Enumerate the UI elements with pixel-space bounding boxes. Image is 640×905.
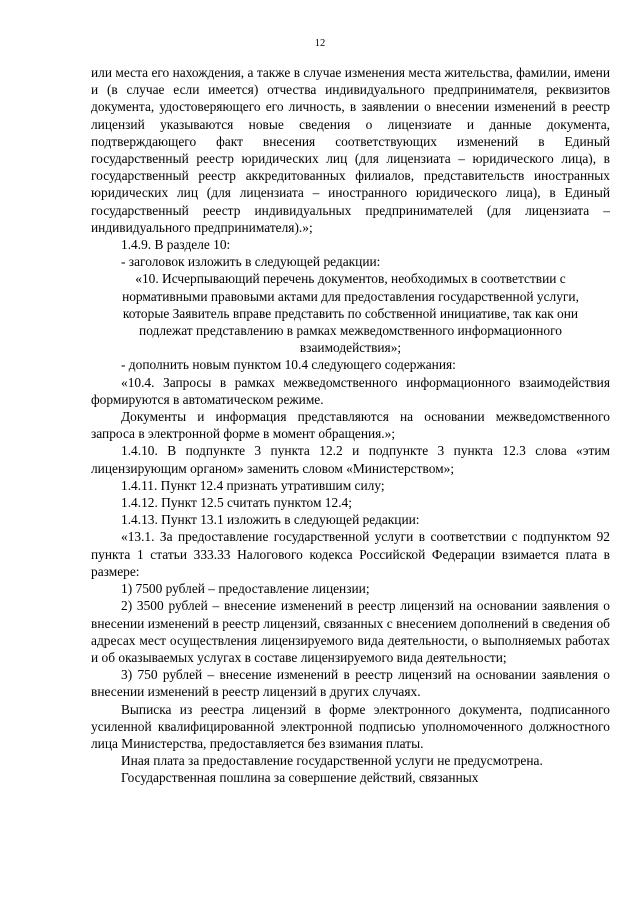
paragraph-add-10-4: - дополнить новым пунктом 10.4 следующего содержания: — [121, 357, 456, 373]
paragraph-registry-extract: Выписка из реестра лицензий в форме электронного документа, подписанного усиленной квалифицированной электронной подписью уполномоченного должностного лица Министерства, предоставляется без взимания платы. — [91, 701, 610, 751]
paragraph-1-4-10: 1.4.10. В подпункте 3 пункта 12.2 и подпункте 3 пункта 12.3 слова «этим лицензирующим органом» заменить словом «Министерством»; — [91, 443, 610, 476]
paragraph-license-changes: или места его нахождения, а также в случае изменения места жительства, фамилии, имени и (в случае если имеется) отчества индивидуального предпринимателя, реквизитов документа, удостоверяющего его личность, в заявлении о внесении изменений в реестр лицензий указываются новые сведения о лицензиате и данные документа, подтверждающего факт внесения соответствующих изменений в Единый государственный реестр юридических лиц (для лицензиата – юридического лица), в государственный реестр аккредитованных филиалов, представительств иностранных юридических лиц (для лицензиата – иностранного юридического лица), в Единый государственный реестр индивидуальных предпринимателей (для лицензиата – индивидуального предпринимателя).»; — [91, 65, 610, 235]
page-number: 12 — [314, 38, 326, 49]
paragraph-heading-instruction: - заголовок изложить в следующей редакции: — [121, 254, 381, 270]
list-item-fee-2: 2) 3500 рублей – внесение изменений в реестр лицензий на основании заявления о внесении изменений в реестр лицензий, связанных с внесением дополнений в сведения об адресах мест осуществления лицензируемого вида деятельности, о выполняемых работах и об оказываемых услугах в составе лицензируемого вида деятельности; — [91, 598, 610, 665]
section-10-heading: «10. Исчерпывающий перечень документов, необходимых в соответствии с нормативными правовыми актами для предоставления государственной услуги, которые Заявитель вправе представить по собственной инициативе, так как они подлежат представлению в рамках межведомственного информационного взаимодействия»; — [122, 271, 579, 356]
paragraph-1-4-12: 1.4.12. Пункт 12.5 считать пунктом 12.4; — [121, 495, 352, 511]
document-body — [91, 64, 610, 787]
paragraph-other-fees: Иная плата за предоставление государственной услуги не предусмотрена. — [121, 753, 543, 769]
paragraph-documents-info: Документы и информация представляются на основании межведомственного запроса в электронной форме в момент обращения.»; — [91, 409, 610, 442]
paragraph-1-4-13: 1.4.13. Пункт 13.1 изложить в следующей редакции: — [121, 512, 420, 528]
paragraph-1-4-11: 1.4.11. Пункт 12.4 признать утратившим силу; — [121, 477, 385, 493]
paragraph-10-4: «10.4. Запросы в рамках межведомственного информационного взаимодействия формируются в автоматическом режиме. — [91, 374, 610, 407]
list-item-fee-1: 1) 7500 рублей – предоставление лицензии; — [121, 581, 370, 597]
list-item-fee-3: 3) 750 рублей – внесение изменений в реестр лицензий на основании заявления о внесении изменений в реестр лицензий в других случаях. — [91, 667, 610, 700]
paragraph-13-1: «13.1. За предоставление государственной услуги в соответствии с подпунктом 92 пункта 1 статьи 333.33 Налогового кодекса Российской Федерации взимается плата в размере: — [91, 529, 610, 579]
paragraph-1-4-9: 1.4.9. В разделе 10: — [121, 237, 231, 253]
paragraph-state-duty: Государственная пошлина за совершение действий, связанных — [121, 770, 479, 786]
